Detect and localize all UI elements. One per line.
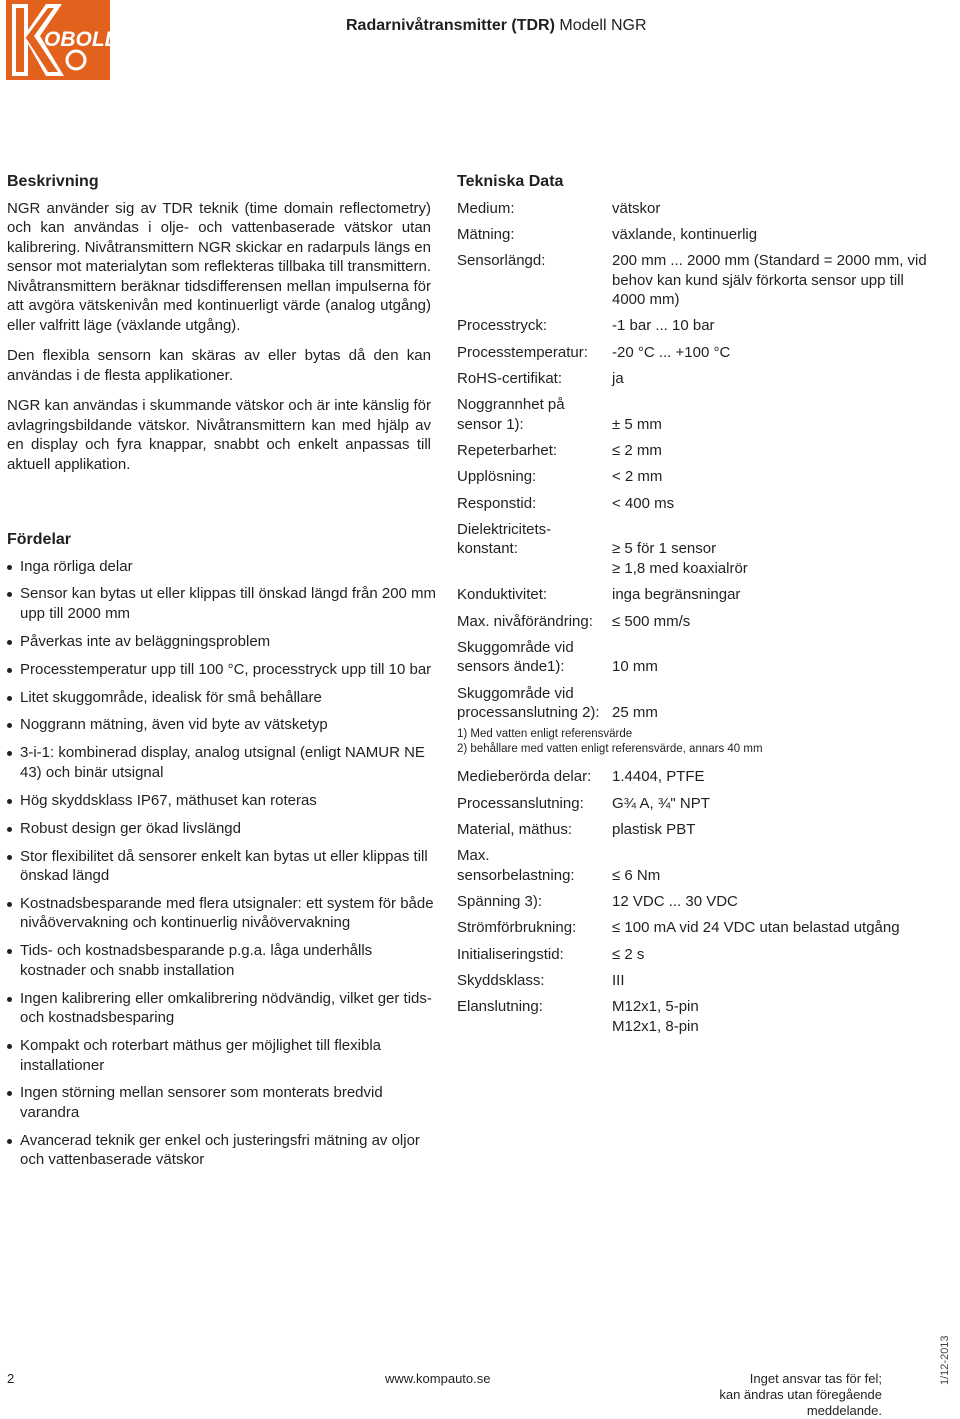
spec-row bbox=[457, 395, 937, 434]
spec-label: Processtryck: bbox=[457, 317, 548, 335]
spec-value: III bbox=[612, 972, 625, 990]
spec-row bbox=[457, 316, 937, 336]
spec-label: Strömförbrukning: bbox=[457, 919, 577, 937]
spec-value: ≤ 500 mm/s bbox=[612, 612, 691, 630]
spec-row bbox=[457, 794, 937, 814]
spec-label: Sensorlängd: bbox=[457, 252, 546, 270]
spec-value: plastisk PBT bbox=[612, 821, 696, 839]
spec-label: Initialiseringstid: bbox=[457, 945, 564, 963]
footer-url: www.kompauto.se bbox=[385, 1371, 491, 1386]
spec-value: G¾ A, ¾" NPT bbox=[612, 794, 710, 812]
spec-value: 1.4404, PTFE bbox=[612, 768, 705, 786]
spec-value: ≥ 5 för 1 sensor ≥ 1,8 med koaxialrör bbox=[612, 540, 748, 577]
description-heading: Beskrivning bbox=[7, 173, 99, 190]
spec-value: -1 bar ... 10 bar bbox=[612, 317, 715, 335]
spec-value: vätskor bbox=[612, 199, 661, 217]
advantages-heading: Fördelar bbox=[7, 531, 72, 548]
spec-value: < 400 ms bbox=[612, 494, 675, 512]
advantage-item: Sensor kan bytas ut eller klippas till önskad längd från 200 mm upp till 2000 mm bbox=[7, 584, 437, 623]
spec-label: Material, mäthus: bbox=[457, 821, 573, 839]
spec-row bbox=[457, 820, 937, 840]
spec-value: < 2 mm bbox=[612, 468, 663, 486]
spec-label: Mätning: bbox=[457, 225, 515, 243]
description-paragraph: NGR kan användas i skummande vätskor och är inte känslig för avlagringsbildande vätskor. Nivåtransmittern kan med hjälp av en display och fyra knappar, snabbt och enkelt anpassas till aktuell applikation. bbox=[7, 397, 431, 473]
advantage-item: Avancerad teknik ger enkel och justeringsfri mätning av oljor och vattenbaserade vätskor bbox=[7, 1131, 437, 1170]
advantages-section bbox=[7, 530, 437, 1178]
spec-value: -20 °C ... +100 °C bbox=[612, 343, 731, 361]
description-section bbox=[7, 172, 431, 485]
advantage-item: Inga rörliga delar bbox=[7, 557, 437, 577]
title-model: Modell NGR bbox=[554, 17, 647, 34]
spec-row bbox=[457, 225, 937, 245]
spec-value: ja bbox=[612, 369, 624, 387]
advantage-item: Påverkas inte av beläggningsproblem bbox=[7, 632, 437, 652]
footer-disclaimer bbox=[654, 1371, 882, 1419]
spec-row bbox=[457, 585, 937, 605]
spec-row bbox=[457, 638, 937, 677]
advantage-item: 3-i-1: kombinerad display, analog utsignal (enligt NAMUR NE 43) och binär utsignal bbox=[7, 743, 437, 782]
spec-label: Processanslutning: bbox=[457, 794, 584, 812]
spec-label: Medium: bbox=[457, 199, 515, 217]
advantage-item: Tids- och kostnadsbesparande p.g.a. låga underhålls kostnader och snabb installation bbox=[7, 941, 437, 980]
spec-row bbox=[457, 767, 937, 787]
spec-value: ± 5 mm bbox=[612, 415, 662, 433]
spec-value: 12 VDC ... 30 VDC bbox=[612, 893, 738, 911]
spec-label: Elanslutning: bbox=[457, 998, 543, 1016]
spec-value: 10 mm bbox=[612, 658, 658, 676]
spec-table-main bbox=[457, 199, 937, 723]
title-bold: Radarnivåtransmitter (TDR) bbox=[346, 17, 555, 34]
spec-table-secondary bbox=[457, 767, 937, 1036]
advantage-item: Ingen kalibrering eller omkalibrering nödvändig, vilket ger tids- och kostnadsbesparing bbox=[7, 989, 437, 1028]
kobold-logo bbox=[6, 0, 120, 80]
spec-value: 200 mm ... 2000 mm (Standard = 2000 mm, vid behov kan kund själv förkorta sensor upp till 4000 mm) bbox=[612, 252, 927, 309]
spec-row bbox=[457, 199, 937, 219]
page-number: 2 bbox=[7, 1371, 15, 1386]
spec-label: Responstid: bbox=[457, 494, 537, 512]
spec-label: Spänning 3): bbox=[457, 893, 543, 911]
disclaimer-line-1: Inget ansvar tas för fel; bbox=[749, 1371, 882, 1386]
spec-label: Processtemperatur: bbox=[457, 343, 588, 361]
spec-row bbox=[457, 684, 937, 723]
spec-row bbox=[457, 945, 937, 965]
document-title bbox=[346, 17, 647, 35]
spec-row bbox=[457, 971, 937, 991]
spec-value: växlande, kontinuerlig bbox=[612, 225, 758, 243]
technical-data-section bbox=[457, 172, 937, 1043]
advantage-item: Stor flexibilitet då sensorer enkelt kan bytas ut eller klippas till önskad längd bbox=[7, 847, 437, 886]
advantage-item: Processtemperatur upp till 100 °C, processtryck upp till 10 bar bbox=[7, 660, 437, 680]
advantage-item: Ingen störning mellan sensorer som monterats bredvid varandra bbox=[7, 1083, 437, 1122]
advantage-item: Robust design ger ökad livslängd bbox=[7, 819, 437, 839]
spec-row bbox=[457, 494, 937, 514]
spec-value: ≤ 2 mm bbox=[612, 442, 662, 460]
spec-label: Noggrannhet på sensor 1): bbox=[457, 396, 565, 433]
advantage-item: Hög skyddsklass IP67, mäthuset kan roteras bbox=[7, 791, 437, 811]
advantages-list bbox=[7, 557, 437, 1170]
spec-value: ≤ 2 s bbox=[612, 945, 645, 963]
spec-row bbox=[457, 846, 937, 885]
disclaimer-line-2: kan ändras utan föregående meddelande. bbox=[719, 1387, 882, 1418]
spec-label: Dielektricitets- konstant: bbox=[457, 520, 552, 558]
advantage-item: Litet skuggområde, idealisk för små behållare bbox=[7, 688, 437, 708]
spec-label: Skuggområde vid sensors ände1): bbox=[457, 638, 574, 676]
spec-label: Medieberörda delar: bbox=[457, 768, 592, 786]
spec-row bbox=[457, 441, 937, 461]
svg-text:OBOLD: OBOLD bbox=[44, 28, 120, 51]
spec-value: ≤ 100 mA vid 24 VDC utan belastad utgång bbox=[612, 919, 900, 937]
spec-row bbox=[457, 612, 937, 632]
spec-row bbox=[457, 520, 937, 579]
technical-data-heading: Tekniska Data bbox=[457, 173, 564, 190]
footnote-2: 2) behållare med vatten enligt referensvärde, annars 40 mm bbox=[457, 743, 763, 756]
spec-label: Skyddsklass: bbox=[457, 972, 545, 990]
advantage-item: Noggrann mätning, även vid byte av vätsketyp bbox=[7, 715, 437, 735]
advantage-item: Kostnadsbesparande med flera utsignaler: ett system för både nivåövervakning och kontinuerlig nivåövervakning bbox=[7, 894, 437, 933]
spec-row bbox=[457, 467, 937, 487]
spec-value: 25 mm bbox=[612, 704, 658, 722]
spec-row bbox=[457, 892, 937, 912]
spec-row bbox=[457, 251, 937, 310]
spec-label: Max. sensorbelastning: bbox=[457, 847, 575, 884]
spec-label: Max. nivåförändring: bbox=[457, 612, 593, 630]
footnote-1: 1) Med vatten enligt referensvärde bbox=[457, 728, 633, 741]
spec-value: M12x1, 5-pin M12x1, 8-pin bbox=[612, 998, 699, 1035]
spec-value: inga begränsningar bbox=[612, 586, 741, 604]
spec-value: ≤ 6 Nm bbox=[612, 866, 661, 884]
spec-footnotes bbox=[457, 727, 937, 757]
description-paragraph: NGR använder sig av TDR teknik (time domain reflectometry) och kan användas i olje- och vattenbaserade vätskor utan kalibrering. Nivåtransmittern NGR skickar en radarpuls längs en sensor mot materialytan som reflekteras tillbaka till transmittern. Nivåtransmittern beräknar tidsdifferensen mellan impulserna för att avgöra vätskenivån med kontinuerligt värde (analog utgång) eller valfritt läge (växlande utgång). bbox=[7, 199, 431, 334]
spec-label: Repeterbarhet: bbox=[457, 442, 558, 460]
spec-label: Upplösning: bbox=[457, 468, 537, 486]
spec-row bbox=[457, 369, 937, 389]
description-paragraph: Den flexibla sensorn kan skäras av eller bytas då den kan användas i de flesta applikationer. bbox=[7, 347, 431, 384]
spec-label: RoHS-certifikat: bbox=[457, 369, 563, 387]
spec-label: Skuggområde vid processanslutning 2): bbox=[457, 684, 600, 722]
spec-row bbox=[457, 997, 937, 1036]
spec-row bbox=[457, 918, 937, 938]
spec-row bbox=[457, 343, 937, 363]
advantage-item: Kompakt och roterbart mäthus ger möjlighet till flexibla installationer bbox=[7, 1036, 437, 1075]
spec-label: Konduktivitet: bbox=[457, 586, 548, 604]
revision-date: 1/12-2013 bbox=[939, 1335, 951, 1385]
